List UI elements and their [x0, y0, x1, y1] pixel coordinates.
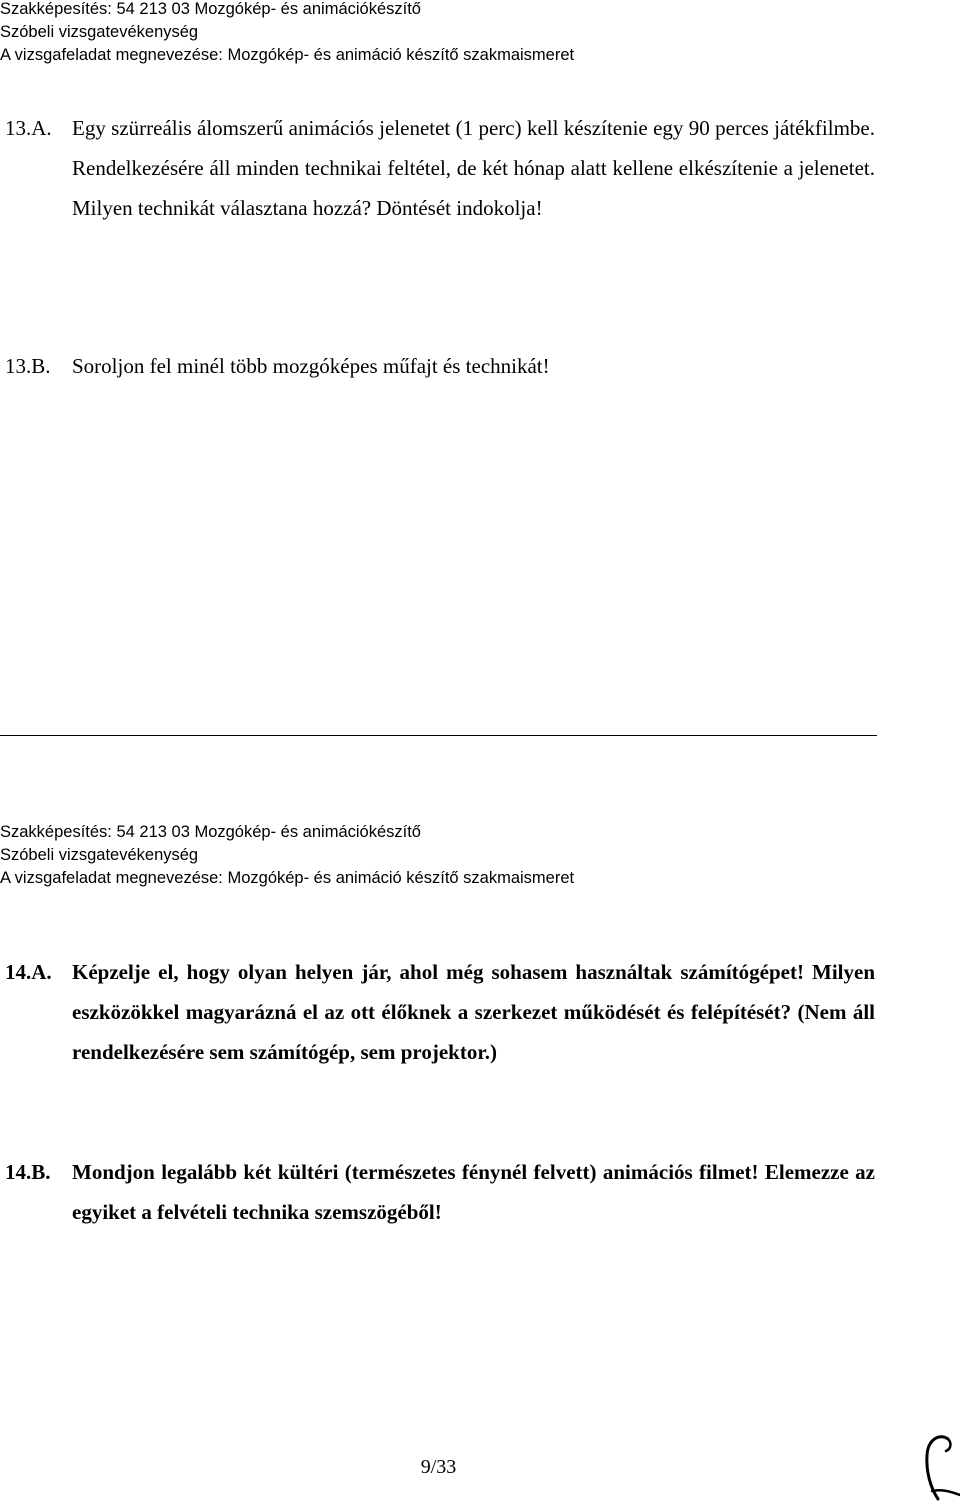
header-exam-activity: Szóbeli vizsgatevékenység	[0, 846, 199, 864]
question-13a	[0, 108, 960, 228]
question-13b	[0, 346, 960, 386]
page-number: 9/33	[420, 1456, 457, 1478]
question-text: Képzelje el, hogy olyan helyen jár, ahol még sohasem használtak számítógépet! Milyen eszközökkel magyarázná el az ott élőknek a szerkezet működését és felépítését? (Nem áll rendelkezésére sem számítógép, sem projektor.)	[72, 960, 875, 1064]
page-header-1	[0, 0, 960, 67]
question-text: Mondjon legalább két kültéri (természetes fénynél felvett) animációs filmet! Elemezze az egyiket a felvételi technika szemszögéből!	[72, 1160, 875, 1224]
header-task-name: A vizsgafeladat megnevezése: Mozgókép- és animáció készítő szakmaismeret	[0, 46, 575, 64]
question-text: Soroljon fel minél több mozgóképes műfajt és technikát!	[72, 354, 550, 378]
question-id: 13.B.	[5, 354, 51, 378]
page-separator-line	[0, 735, 877, 736]
question-id: 14.A.	[5, 960, 52, 984]
handwritten-signature	[918, 1425, 960, 1503]
question-text: Egy szürreális álomszerű animációs jelenetet (1 perc) kell készítenie egy 90 perces játékfilmbe. Rendelkezésére áll minden technikai feltétel, de két hónap alatt kellene elkészítenie a jelenetet. Milyen technikát választana hozzá? Döntését indokolja!	[72, 116, 875, 220]
header-qualification: Szakképesítés: 54 213 03 Mozgókép- és animációkészítő	[0, 823, 421, 841]
header-qualification: Szakképesítés: 54 213 03 Mozgókép- és animációkészítő	[0, 0, 421, 18]
question-14a	[0, 952, 960, 1072]
question-id: 14.B.	[5, 1160, 51, 1184]
header-task-name: A vizsgafeladat megnevezése: Mozgókép- és animáció készítő szakmaismeret	[0, 869, 575, 887]
question-14b	[0, 1152, 960, 1232]
header-exam-activity: Szóbeli vizsgatevékenység	[0, 23, 199, 41]
page-header-2	[0, 821, 960, 890]
question-id: 13.A.	[5, 116, 52, 140]
